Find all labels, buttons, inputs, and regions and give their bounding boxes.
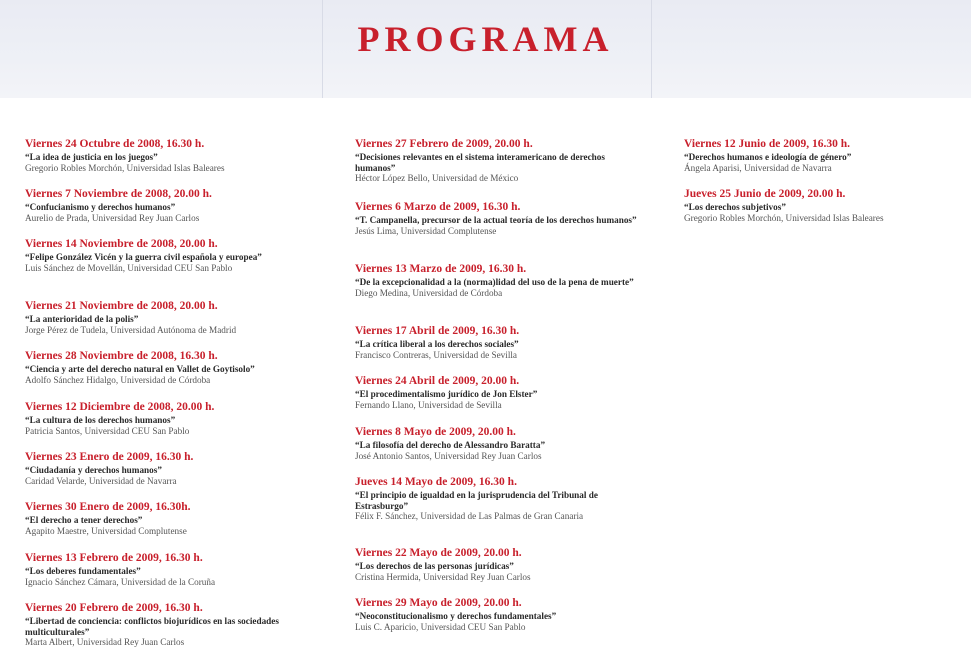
entry-date: Viernes 20 Febrero de 2009, 16.30 h.	[25, 602, 203, 614]
entry-date: Viernes 8 Mayo de 2009, 20.00 h.	[355, 426, 516, 438]
program-entry	[25, 501, 315, 537]
program-entry	[25, 602, 315, 648]
entry-talk-title: “Los derechos subjetivos”	[684, 202, 786, 212]
entry-speaker: José Antonio Santos, Universidad Rey Juan Carlos	[355, 450, 542, 461]
program-entry	[355, 476, 645, 522]
entry-speaker: Jesús Lima, Universidad Complutense	[355, 225, 497, 236]
entry-speaker: Francisco Contreras, Universidad de Sevilla	[355, 349, 518, 360]
entry-speaker: Gregorio Robles Morchón, Universidad Islas Baleares	[684, 212, 884, 223]
header-band	[0, 0, 971, 98]
program-entry	[25, 188, 315, 224]
program-entry	[355, 201, 645, 237]
entry-speaker: Ángela Aparisi, Universidad de Navarra	[684, 162, 832, 173]
entry-talk-title: “Los deberes fundamentales”	[25, 566, 141, 576]
program-entry	[25, 401, 315, 437]
entry-speaker: Jorge Pérez de Tudela, Universidad Autónoma de Madrid	[25, 324, 237, 335]
entry-date: Viernes 7 Noviembre de 2008, 20.00 h.	[25, 188, 212, 200]
entry-date: Jueves 25 Junio de 2009, 20.00 h.	[684, 188, 846, 200]
entry-talk-title: “Decisiones relevantes en el sistema interamericano de derechos humanos”	[355, 152, 605, 173]
entry-talk-title: “Ciencia y arte del derecho natural en Vallet de Goytisolo”	[25, 364, 255, 374]
entry-talk-title: “La cultura de los derechos humanos”	[25, 415, 176, 425]
entry-talk-title: “Los derechos de las personas jurídicas”	[355, 561, 514, 571]
program-entry	[355, 325, 645, 361]
entry-date: Viernes 17 Abril de 2009, 16.30 h.	[355, 325, 520, 337]
entry-date: Viernes 28 Noviembre de 2008, 16.30 h.	[25, 350, 218, 362]
entry-talk-title: “Felipe González Vicén y la guerra civil española y europea”	[25, 252, 262, 262]
entry-talk-title: “La crítica liberal a los derechos sociales”	[355, 339, 519, 349]
program-entry	[355, 597, 645, 633]
program-entry	[684, 138, 954, 174]
entry-talk-title: “De la excepcionalidad a la (norma)lidad del uso de la pena de muerte”	[355, 277, 634, 287]
program-entry	[25, 350, 315, 386]
entry-date: Viernes 24 Octubre de 2008, 16.30 h.	[25, 138, 205, 150]
entry-talk-title: “Confucianismo y derechos humanos”	[25, 202, 176, 212]
entry-date: Viernes 6 Marzo de 2009, 16.30 h.	[355, 201, 521, 213]
entry-date: Viernes 12 Junio de 2009, 16.30 h.	[684, 138, 851, 150]
page-title: PROGRAMA	[357, 19, 614, 59]
entry-date: Viernes 13 Marzo de 2009, 16.30 h.	[355, 263, 527, 275]
program-entry	[25, 138, 315, 174]
entry-talk-title: “El procedimentalismo jurídico de Jon Elster”	[355, 389, 538, 399]
entry-speaker: Caridad Velarde, Universidad de Navarra	[25, 475, 177, 486]
entry-talk-title: “La filosofía del derecho de Alessandro Baratta”	[355, 440, 546, 450]
entry-talk-title: “Derechos humanos e ideología de género”	[684, 152, 852, 162]
entry-speaker: Adolfo Sánchez Hidalgo, Universidad de Córdoba	[25, 374, 211, 385]
entry-speaker: Marta Albert, Universidad Rey Juan Carlos	[25, 637, 185, 647]
entry-date: Viernes 23 Enero de 2009, 16.30 h.	[25, 451, 194, 463]
program-entry	[355, 138, 645, 184]
entry-date: Viernes 13 Febrero de 2009, 16.30 h.	[25, 552, 203, 564]
entry-speaker: Aurelio de Prada, Universidad Rey Juan Carlos	[25, 212, 200, 223]
entry-speaker: Fernando Llano, Universidad de Sevilla	[355, 399, 502, 410]
program-entry	[25, 238, 315, 274]
program-entry	[355, 547, 645, 583]
entry-date: Viernes 29 Mayo de 2009, 20.00 h.	[355, 597, 522, 609]
entry-speaker: Gregorio Robles Morchón, Universidad Islas Baleares	[25, 162, 225, 173]
entry-speaker: Cristina Hermida, Universidad Rey Juan Carlos	[355, 571, 531, 582]
program-entry	[25, 300, 315, 336]
entry-date: Viernes 21 Noviembre de 2008, 20.00 h.	[25, 300, 218, 312]
entry-speaker: Diego Medina, Universidad de Córdoba	[355, 287, 503, 298]
entry-talk-title: “T. Campanella, precursor de la actual teoría de los derechos humanos”	[355, 215, 637, 225]
entry-date: Viernes 24 Abril de 2009, 20.00 h.	[355, 375, 520, 387]
entry-date: Viernes 27 Febrero de 2009, 20.00 h.	[355, 138, 533, 150]
entry-talk-title: “Ciudadanía y derechos humanos”	[25, 465, 162, 475]
entry-date: Viernes 22 Mayo de 2009, 20.00 h.	[355, 547, 522, 559]
entry-date: Viernes 12 Diciembre de 2008, 20.00 h.	[25, 401, 215, 413]
program-entry	[355, 375, 645, 411]
program-entry	[25, 451, 315, 487]
entry-talk-title: “El principio de igualdad en la jurisprudencia del Tribunal de Estrasburgo”	[355, 490, 598, 511]
program-entry	[355, 263, 645, 299]
entry-speaker: Héctor López Bello, Universidad de México	[355, 173, 519, 183]
entry-talk-title: “El derecho a tener derechos”	[25, 515, 143, 525]
entry-date: Viernes 14 Noviembre de 2008, 20.00 h.	[25, 238, 218, 250]
entry-speaker: Agapito Maestre, Universidad Complutense	[25, 525, 187, 536]
entry-talk-title: “La anterioridad de la polis”	[25, 314, 139, 324]
entry-speaker: Félix F. Sánchez, Universidad de Las Palmas de Gran Canaria	[355, 511, 584, 521]
entry-talk-title: “Libertad de conciencia: conflictos biojurídicos en las sociedades multiculturales”	[25, 616, 279, 637]
program-entry	[684, 188, 954, 224]
entry-date: Jueves 14 Mayo de 2009, 16.30 h.	[355, 476, 517, 488]
entry-talk-title: “Neoconstitucionalismo y derechos fundamentales”	[355, 611, 557, 621]
entry-speaker: Patricia Santos, Universidad CEU San Pablo	[25, 425, 190, 436]
entry-talk-title: “La idea de justicia en los juegos”	[25, 152, 158, 162]
entry-speaker: Ignacio Sánchez Cámara, Universidad de la Coruña	[25, 576, 216, 587]
program-entry	[355, 426, 645, 462]
entry-date: Viernes 30 Enero de 2009, 16.30h.	[25, 501, 191, 513]
entry-speaker: Luis C. Aparicio, Universidad CEU San Pablo	[355, 621, 526, 632]
entry-speaker: Luis Sánchez de Movellán, Universidad CEU San Pablo	[25, 262, 233, 273]
program-entry	[25, 552, 315, 588]
